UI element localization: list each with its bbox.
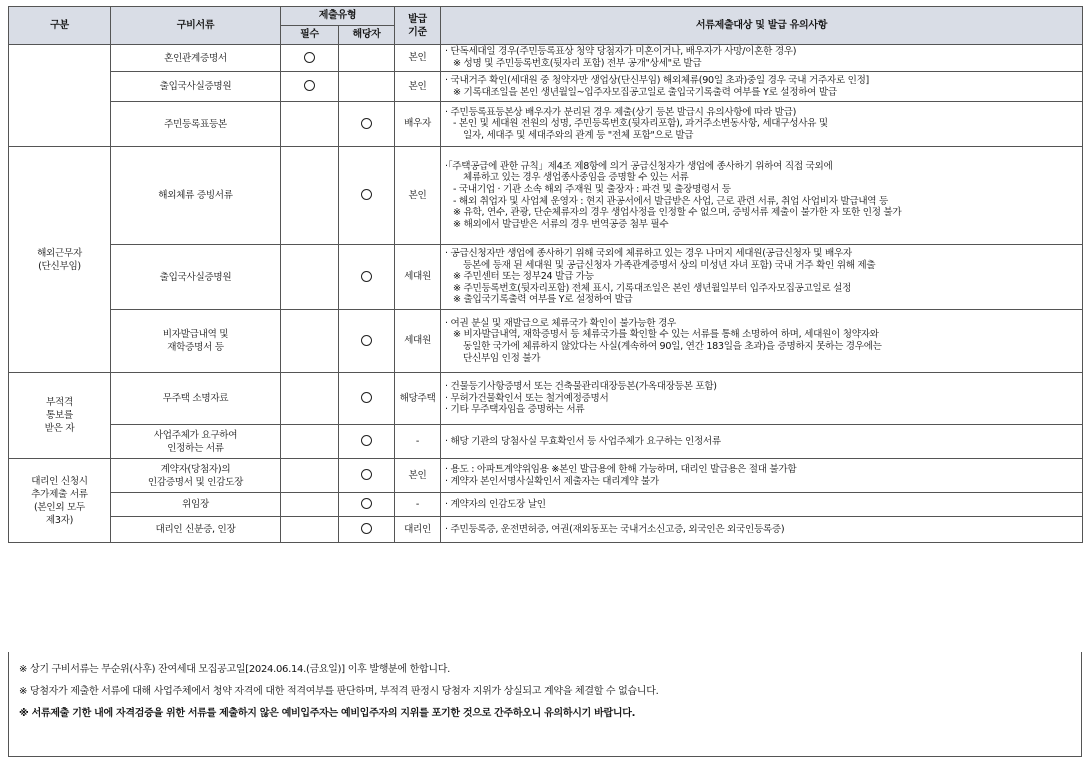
notes-cell	[441, 425, 1083, 459]
issue-basis-cell: -	[395, 425, 441, 459]
note-line: · 주민등록표등본상 배우자가 분리된 경우 제출(상기 등본 발급시 유의사항에 따라 발급)	[445, 106, 797, 118]
table-row	[9, 147, 1083, 245]
notes-cell	[441, 45, 1083, 72]
circle-mark-icon	[361, 523, 372, 534]
table-row	[9, 245, 1083, 310]
issue-basis-cell: 세대원	[395, 245, 441, 310]
table-row	[9, 493, 1083, 517]
circle-mark-icon	[361, 335, 372, 346]
issue-basis-cell: 배우자	[395, 102, 441, 147]
document-name-cell: 대리인 신분증, 인장	[111, 517, 281, 543]
header-applicable: 해당자	[339, 26, 395, 45]
footnote-1: ※ 상기 구비서류는 무순위(사후) 잔여세대 모집공고일[2024.06.14.(금요일)] 이후 발행분에 한합니다.	[19, 664, 450, 675]
header-issue-basis: 발급 기준	[395, 7, 441, 45]
note-line: ※ 해외에서 발급받은 서류의 경우 번역공증 첨부 필수	[453, 218, 669, 230]
circle-mark-icon	[361, 189, 372, 200]
category-cell: 해외근무자 (단신부임)	[9, 147, 111, 373]
note-line: · 용도 : 아파트계약위임용 ※본인 발급용에 한해 가능하며, 대리인 발급용은 절대 불가함	[445, 463, 797, 475]
document-name-cell: 무주택 소명자료	[111, 373, 281, 425]
note-line: 단신부임 인정 불가	[463, 352, 541, 364]
note-line: ※ 출입국기록출력 여부를 Y로 설정하여 발급	[453, 294, 633, 306]
footnote-2: ※ 당첨자가 제출한 서류에 대해 사업주체에서 청약 자격에 대한 적격여부를 판단하며, 부적격 판정시 당첨자 지위가 상실되고 계약을 체결할 수 없습니다.	[19, 686, 659, 697]
document-name-cell: 출입국사실증명원	[111, 245, 281, 310]
notes-cell	[441, 373, 1083, 425]
applicable-cell	[339, 310, 395, 373]
note-line: ※ 유학, 연수, 관광, 단순체류자의 경우 생업사정을 인정할 수 없으며, 증빙서류 제출이 불가한 자 또한 인정 불가	[453, 207, 902, 219]
table-row	[9, 310, 1083, 373]
issue-basis-cell: 대리인	[395, 517, 441, 543]
note-line: ※ 주민센터 또는 정부24 발급 가능	[453, 271, 594, 283]
table-row	[9, 72, 1083, 102]
note-line: · 단독세대일 경우(주민등록표상 청약 당첨자가 미혼이거나, 배우자가 사망/이혼한 경우)	[445, 46, 797, 58]
document-name-cell: 사업주체가 요구하여 인정하는 서류	[111, 425, 281, 459]
applicable-cell	[339, 459, 395, 493]
note-line: - 본인 및 세대원 전원의 성명, 주민등록번호(뒷자리포함), 과거주소변동사항, 세대구성사유 및	[453, 118, 828, 130]
circle-mark-icon	[304, 52, 315, 63]
header-required: 필수	[281, 26, 339, 45]
required-cell	[281, 102, 339, 147]
issue-basis-cell: 본인	[395, 72, 441, 102]
note-line: ※ 주민등록번호(뒷자리포함) 전체 표시, 기록대조일은 본인 생년월일부터 입주자모집공고일로 설정	[453, 282, 852, 294]
note-line: 동일한 국가에 체류하지 않았다는 사실(계속하여 90일, 연간 183일을 초과)을 증명하지 못하는 경우에는	[463, 341, 882, 352]
note-line: - 해외 취업자 및 사업체 운영자 : 현지 관공서에서 발급받은 사업, 근로 관련 서류, 취업 사업비자 발급내역 등	[453, 195, 888, 207]
issue-basis-cell: 세대원	[395, 310, 441, 373]
notes-cell	[441, 147, 1083, 245]
note-line: · 여권 분실 및 재발급으로 체류국가 확인이 불가능한 경우	[445, 317, 677, 329]
note-line: ※ 성명 및 주민등록번호(뒷자리 포함) 전부 공개"상세"로 발급	[453, 58, 702, 69]
notes-cell	[441, 493, 1083, 517]
table-row	[9, 102, 1083, 147]
issue-basis-cell: 본인	[395, 147, 441, 245]
table-body	[9, 45, 1083, 543]
notes-cell	[441, 517, 1083, 543]
issue-basis-cell: 본인	[395, 45, 441, 72]
applicable-cell	[339, 72, 395, 102]
notes-cell	[441, 245, 1083, 310]
required-cell	[281, 310, 339, 373]
required-cell	[281, 517, 339, 543]
table-row	[9, 373, 1083, 425]
note-line: · 무허가건물확인서 또는 철거예정증명서	[445, 392, 609, 404]
issue-basis-cell: -	[395, 493, 441, 517]
required-cell	[281, 72, 339, 102]
required-cell	[281, 147, 339, 245]
circle-mark-icon	[304, 80, 315, 91]
table-row	[9, 45, 1083, 72]
document-name-cell: 해외체류 증빙서류	[111, 147, 281, 245]
circle-mark-icon	[361, 469, 372, 480]
circle-mark-icon	[361, 271, 372, 282]
header-document: 구비서류	[111, 7, 281, 45]
footnote-box	[8, 652, 1082, 757]
required-cell	[281, 45, 339, 72]
document-name-cell: 비자발급내역 및 재학증명서 등	[111, 310, 281, 373]
circle-mark-icon	[361, 392, 372, 403]
document-name-cell: 출입국사실증명원	[111, 72, 281, 102]
applicable-cell	[339, 102, 395, 147]
document-name-cell: 계약자(당첨자)의 인감증명서 및 인감도장	[111, 459, 281, 493]
document-name-cell: 위임장	[111, 493, 281, 517]
notes-cell	[441, 72, 1083, 102]
note-line: · 해당 기관의 당첨사실 무효확인서 등 사업주체가 요구하는 인정서류	[445, 435, 721, 447]
note-line: · 계약자 본인서명사실확인서 제출자는 대리계약 불가	[445, 475, 659, 487]
note-line: 체류하고 있는 경우 생업종사중임을 증명할 수 있는 서류	[463, 172, 689, 184]
table-row	[9, 459, 1083, 493]
issue-basis-cell: 본인	[395, 459, 441, 493]
required-documents-table	[8, 6, 1083, 543]
issue-basis-cell: 해당주택	[395, 373, 441, 425]
table-row	[9, 517, 1083, 543]
applicable-cell	[339, 373, 395, 425]
applicable-cell	[339, 45, 395, 72]
category-cell: 부적격 통보를 받은 자	[9, 373, 111, 459]
document-name-cell: 혼인관계증명서	[111, 45, 281, 72]
applicable-cell	[339, 425, 395, 459]
note-line: ※ 비자발급내역, 재학증명서 등 체류국가를 확인할 수 있는 서류를 통해 소명하여 하며, 세대원이 청약자와	[453, 329, 879, 341]
notes-cell	[441, 102, 1083, 147]
header-category: 구분	[9, 7, 111, 45]
required-cell	[281, 425, 339, 459]
applicable-cell	[339, 517, 395, 543]
note-line: - 국내기업 · 기관 소속 해외 주재원 및 출장자 : 파견 및 출장명령서 등	[453, 183, 731, 195]
required-cell	[281, 493, 339, 517]
note-line: · 공급신청자만 생업에 종사하기 위해 국외에 체류하고 있는 경우 나머지 세대원(공급신청자 및 배우자	[445, 248, 852, 260]
category-cell	[9, 45, 111, 147]
note-line: 일자, 세대주 및 세대주와의 관계 등 "전체 포함"으로 발급	[463, 129, 694, 141]
required-cell	[281, 373, 339, 425]
note-line: 등본에 등재 된 세대원 및 공급신청자 가족관계증명서 상의 미성년 자녀 포함) 국내 거주 확인 위해 제출	[463, 259, 876, 271]
applicable-cell	[339, 493, 395, 517]
table-row	[9, 425, 1083, 459]
applicable-cell	[339, 147, 395, 245]
circle-mark-icon	[361, 498, 372, 509]
category-cell: 대리인 신청시 추가제출 서류 (본인외 모두 제3자)	[9, 459, 111, 543]
notes-cell	[441, 310, 1083, 373]
circle-mark-icon	[361, 435, 372, 446]
note-line: ·「주택공급에 관한 규칙」제4조 제8항에 의거 공급신청자가 생업에 종사하기 위하여 직접 국외에	[445, 160, 833, 172]
notes-cell	[441, 459, 1083, 493]
header-notes: 서류제출대상 및 발급 유의사항	[441, 7, 1083, 45]
header-submission-type: 제출유형	[281, 7, 395, 26]
note-line: · 기타 무주택자임을 증명하는 서류	[445, 404, 585, 416]
note-line: · 주민등록증, 운전면허증, 여권(재외동포는 국내거소신고증, 외국인은 외국인등록증)	[445, 523, 785, 535]
footnote-3: ※ 서류제출 기한 내에 자격검증을 위한 서류를 제출하지 않은 예비입주자는 예비입주자의 지위를 포기한 것으로 간주하오니 유의하시기 바랍니다.	[19, 708, 636, 719]
note-line: ※ 기록대조일을 본인 생년월일~입주자모집공고일로 출입국기록출력 여부를 Y로 설정하여 발급	[453, 86, 837, 98]
note-line: · 건물등기사항증명서 또는 건축물관리대장등본(가옥대장등본 포함)	[445, 381, 717, 393]
circle-mark-icon	[361, 118, 372, 129]
applicable-cell	[339, 245, 395, 310]
document-name-cell: 주민등록표등본	[111, 102, 281, 147]
note-line: · 계약자의 인감도장 날인	[445, 498, 546, 510]
note-line: · 국내거주 확인(세대원 중 청약자만 생업상(단신부임) 해외체류(90일 초과)중일 경우 국내 거주자로 인정]	[445, 74, 869, 86]
required-cell	[281, 459, 339, 493]
required-cell	[281, 245, 339, 310]
